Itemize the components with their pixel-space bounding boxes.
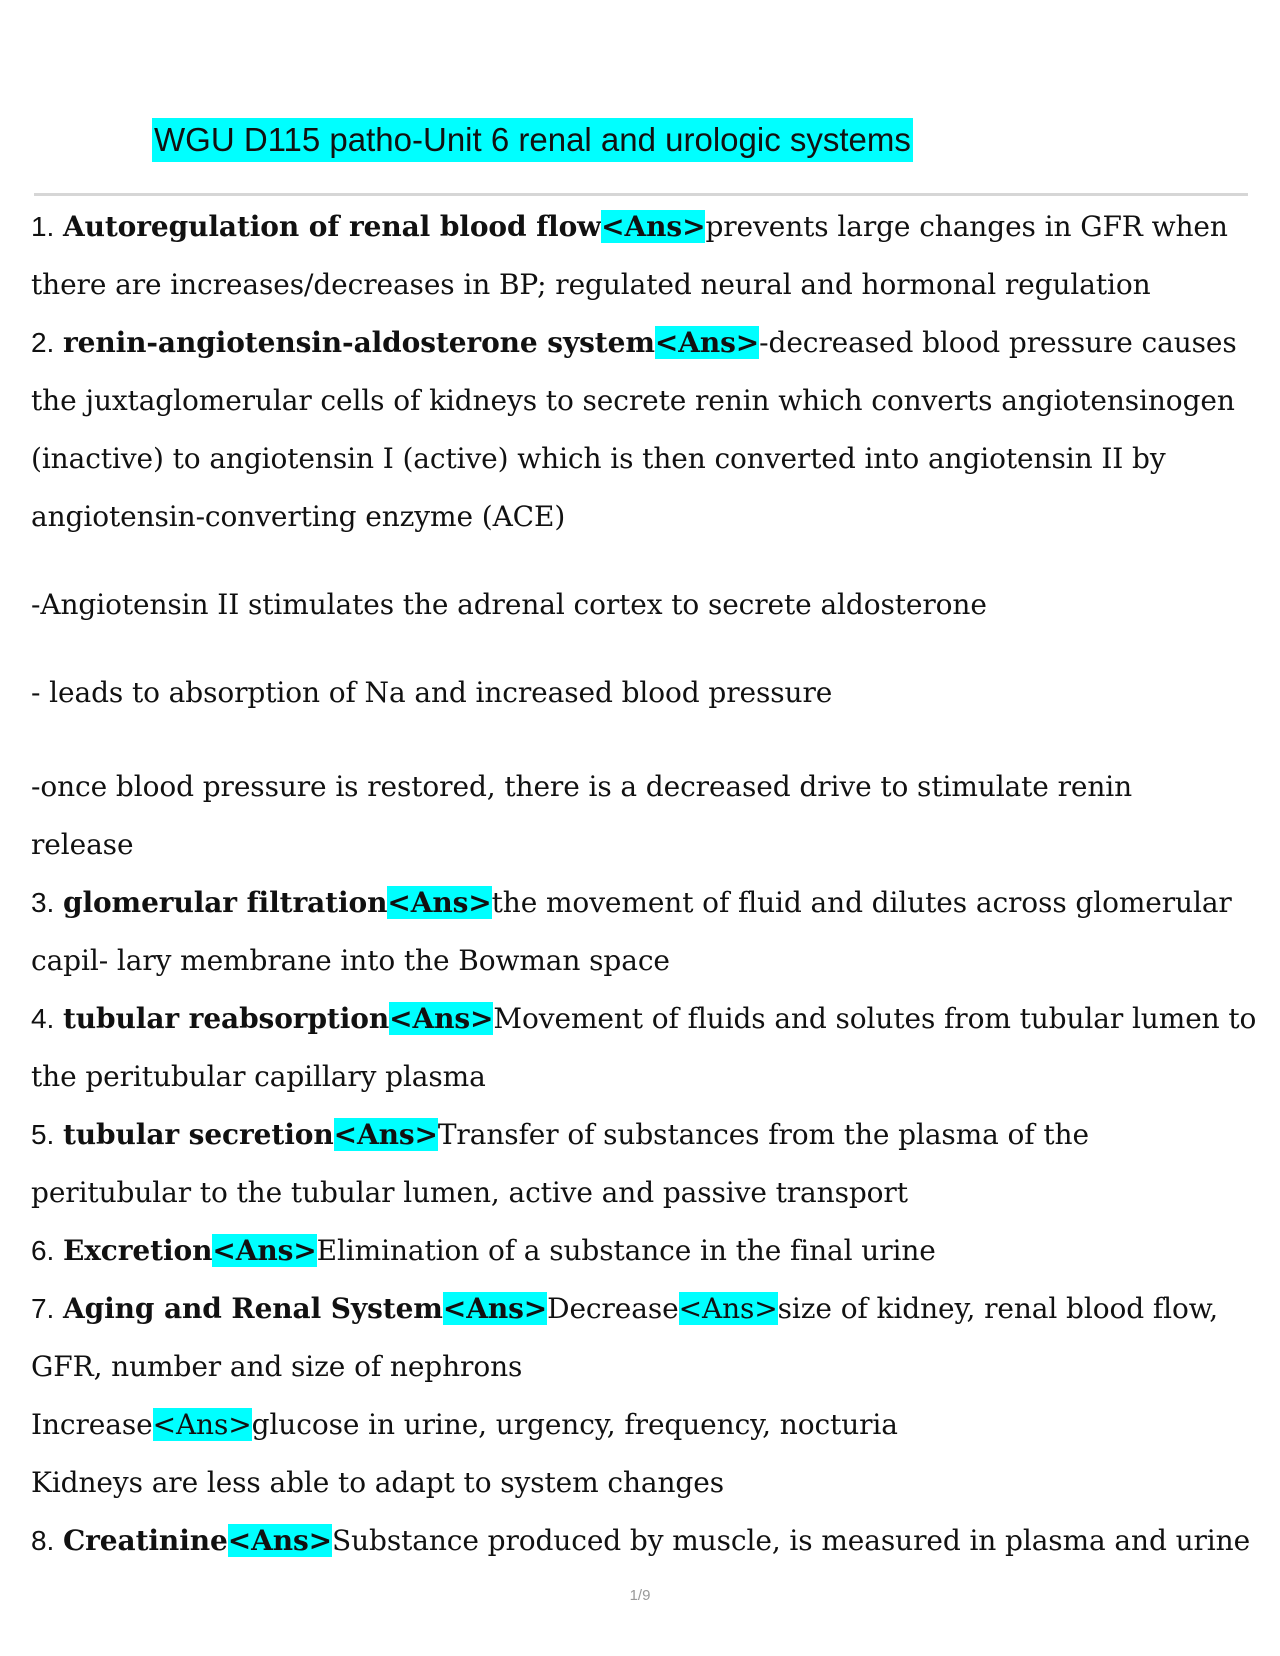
item-4-line-1 xyxy=(31,990,1257,1048)
item-term: Aging and Renal System xyxy=(62,1292,443,1325)
item-number: 2. xyxy=(31,327,55,358)
ans-separator: <Ans> xyxy=(601,210,706,243)
item-answer: prevents large changes in GFR when xyxy=(705,210,1228,243)
item-5-line-1 xyxy=(31,1106,1253,1164)
item-2-line-1 xyxy=(31,314,1253,372)
item-2-line-4: angiotensin-converting enzyme (ACE) xyxy=(31,500,566,533)
item-8-line-1 xyxy=(31,1512,1253,1570)
item-answer: the movement of fluid and dilutes across glomerular xyxy=(491,886,1232,919)
flashcard-list xyxy=(31,198,1257,1570)
ans-separator: <Ans> xyxy=(333,1118,438,1151)
item-number: 1. xyxy=(31,211,55,242)
title-divider xyxy=(34,193,1248,196)
item-4-line-2: the peritubular capillary plasma xyxy=(31,1060,486,1093)
ans-separator: <Ans> xyxy=(442,1292,548,1325)
ans-separator: <Ans> xyxy=(227,1524,332,1557)
item-answer-cont: glucose in urine, urgency, frequency, nocturia xyxy=(251,1408,898,1441)
item-term: tubular secretion xyxy=(62,1118,334,1151)
item-6-line-1 xyxy=(31,1222,1253,1280)
item-answer: Elimination of a substance in the final urine xyxy=(316,1234,936,1267)
item-1-line-1 xyxy=(31,198,1253,256)
item-answer: Decrease xyxy=(547,1292,679,1325)
item-2-line-2: the juxtaglomerular cells of kidneys to secrete renin which converts angiotensinogen xyxy=(31,384,1235,417)
item-number: 6. xyxy=(31,1235,55,1266)
ans-separator-inline: <Ans> xyxy=(152,1408,252,1441)
item-2-paragraph-4: -once blood pressure is restored, there is a decreased drive to stimulate renin xyxy=(31,770,1133,803)
item-3-line-2: capil- lary membrane into the Bowman space xyxy=(31,944,670,977)
item-answer: Substance produced by muscle, is measured in plasma and urine xyxy=(331,1524,1251,1557)
item-2-paragraph-3: - leads to absorption of Na and increased blood pressure xyxy=(31,676,833,709)
ans-separator: <Ans> xyxy=(387,886,492,919)
item-number: 3. xyxy=(31,887,55,918)
ans-separator: <Ans> xyxy=(654,326,760,359)
item-7-line-2: GFR, number and size of nephrons xyxy=(31,1350,523,1383)
item-term: glomerular filtration xyxy=(62,886,388,919)
ans-separator-inline: <Ans> xyxy=(678,1292,778,1325)
item-2-paragraph-2: -Angiotensin II stimulates the adrenal cortex to secrete aldosterone xyxy=(31,588,987,621)
item-term: renin-angiotensin-aldosterone system xyxy=(62,326,655,359)
item-5-line-2: peritubular to the tubular lumen, active and passive transport xyxy=(31,1176,908,1209)
item-2-paragraph-4-cont: release xyxy=(31,828,134,861)
item-3-line-1 xyxy=(31,874,1253,932)
item-answer: -decreased blood pressure causes xyxy=(759,326,1237,359)
item-answer-cont: size of kidney, renal blood flow, xyxy=(777,1292,1219,1325)
item-answer: Increase xyxy=(31,1408,153,1441)
item-term: Creatinine xyxy=(62,1524,228,1557)
item-number: 5. xyxy=(31,1119,55,1150)
page-indicator: 1/9 xyxy=(629,1587,651,1604)
item-term: Excretion xyxy=(62,1234,213,1267)
item-term: tubular reabsorption xyxy=(62,1002,390,1035)
item-number: 4. xyxy=(31,1003,55,1034)
item-2-line-3: (inactive) to angiotensin I (active) which is then converted into angiotensin II by xyxy=(31,442,1166,475)
document-title: WGU D115 patho-Unit 6 renal and urologic systems xyxy=(152,118,913,162)
item-7-line-4: Kidneys are less able to adapt to system changes xyxy=(31,1466,724,1499)
item-7-line-3 xyxy=(31,1396,1253,1454)
item-number: 7. xyxy=(31,1293,55,1324)
item-answer: Transfer of substances from the plasma of the xyxy=(437,1118,1089,1151)
ans-separator: <Ans> xyxy=(389,1002,494,1035)
item-1-line-2: there are increases/decreases in BP; regulated neural and hormonal regulation xyxy=(31,268,1151,301)
item-number: 8. xyxy=(31,1525,55,1556)
item-7-line-1 xyxy=(31,1280,1253,1338)
item-term: Autoregulation of renal blood flow xyxy=(62,210,602,243)
item-answer: Movement of fluids and solutes from tubular lumen to xyxy=(493,1002,1257,1035)
ans-separator: <Ans> xyxy=(212,1234,317,1267)
